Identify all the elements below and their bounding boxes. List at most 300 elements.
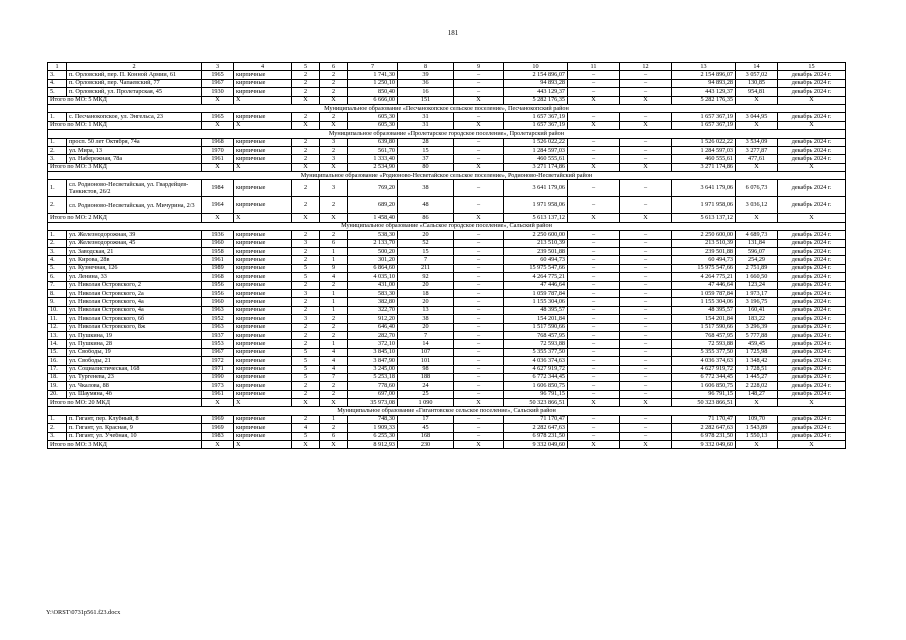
- table-cell: –: [620, 315, 672, 323]
- table-cell: кирпичные: [234, 432, 292, 440]
- table-cell: 9.: [48, 298, 67, 306]
- table-cell: 1968: [202, 273, 234, 281]
- subtotal-cell: 1 090: [398, 399, 454, 407]
- table-cell: декабрь 2024 г.: [778, 273, 846, 281]
- subtotal-cell: 5 282 176,35: [672, 96, 736, 104]
- subtotal-row: [48, 441, 846, 449]
- table-cell: ул. Пушкина, 19: [67, 331, 202, 339]
- subtotal-cell: 1 657 367,19: [504, 121, 568, 129]
- table-cell: 1 741,30: [348, 71, 398, 79]
- table-cell: 1 526 022,22: [672, 138, 736, 146]
- table-cell: 6 978 231,50: [504, 432, 568, 440]
- table-cell: 2: [320, 146, 348, 154]
- table-cell: 1.: [48, 113, 67, 121]
- table-cell: 1967: [202, 79, 234, 87]
- table-cell: кирпичные: [234, 248, 292, 256]
- table-cell: 5 777,88: [736, 331, 778, 339]
- table-cell: –: [568, 382, 620, 390]
- table-cell: декабрь 2024 г.: [778, 248, 846, 256]
- subtotal-cell: X: [568, 441, 620, 449]
- table-cell: кирпичные: [234, 315, 292, 323]
- table-cell: 4 036 374,63: [504, 357, 568, 365]
- table-cell: 94 893,28: [504, 79, 568, 87]
- table-cell: –: [568, 340, 620, 348]
- table-cell: декабрь 2024 г.: [778, 146, 846, 154]
- page-number: 181: [447, 29, 459, 37]
- table-cell: 1983: [202, 432, 234, 440]
- column-number-cell: 10: [504, 63, 568, 71]
- table-cell: –: [568, 264, 620, 272]
- column-number-cell: 13: [672, 63, 736, 71]
- table-cell: 1953: [202, 340, 234, 348]
- table-cell: 1 059 787,84: [504, 289, 568, 297]
- table-cell: 3 036,12: [736, 197, 778, 214]
- table-cell: –: [620, 264, 672, 272]
- table-cell: 3: [320, 138, 348, 146]
- table-cell: 38: [398, 315, 454, 323]
- table-cell: 1969: [202, 415, 234, 423]
- table-cell: декабрь 2024 г.: [778, 239, 846, 247]
- subtotal-cell: 5 613 137,12: [504, 214, 568, 222]
- table-cell: –: [454, 180, 504, 197]
- table-cell: –: [620, 289, 672, 297]
- subtotal-cell: 230: [398, 441, 454, 449]
- table-cell: 3.: [48, 71, 67, 79]
- table-cell: –: [620, 180, 672, 197]
- table-cell: 148,27: [736, 390, 778, 398]
- table-cell: 639,80: [348, 138, 398, 146]
- table-cell: –: [568, 231, 620, 239]
- table-cell: –: [568, 197, 620, 214]
- table-cell: –: [620, 373, 672, 381]
- table-cell: –: [454, 79, 504, 87]
- subtotal-cell: X: [778, 163, 846, 171]
- table-cell: ул. Свободы, 21: [67, 357, 202, 365]
- table-cell: ул. Чкалова, 88: [67, 382, 202, 390]
- subtotal-cell: X: [234, 96, 292, 104]
- municipality-heading: Муниципальное образование «Песчанокопское сельское поселение», Песчанокопский район: [48, 104, 846, 112]
- table-cell: декабрь 2024 г.: [778, 390, 846, 398]
- table-cell: ул. Социалистическая, 168: [67, 365, 202, 373]
- table-cell: 1 284 597,03: [672, 146, 736, 154]
- table-cell: 2.: [48, 146, 67, 154]
- subtotal-cell: X: [320, 96, 348, 104]
- table-cell: 3 044,95: [736, 113, 778, 121]
- table-cell: с. Песчанокопское, ул. Энгельса, 23: [67, 113, 202, 121]
- table-cell: 1 333,40: [348, 155, 398, 163]
- table-cell: кирпичные: [234, 79, 292, 87]
- table-cell: 4.: [48, 256, 67, 264]
- table-cell: –: [454, 71, 504, 79]
- table-cell: 154 201,84: [504, 315, 568, 323]
- table-cell: 14.: [48, 340, 67, 348]
- table-cell: 6 076,73: [736, 180, 778, 197]
- table-cell: 5 253,18: [348, 373, 398, 381]
- table-cell: 15 975 547,66: [672, 264, 736, 272]
- subtotal-cell: X: [568, 399, 620, 407]
- table-cell: –: [454, 373, 504, 381]
- table-cell: ул. Николая Островского, 2а: [67, 289, 202, 297]
- table-cell: 211: [398, 264, 454, 272]
- table-cell: декабрь 2024 г.: [778, 432, 846, 440]
- subtotal-cell: X: [736, 399, 778, 407]
- table-cell: 36: [398, 79, 454, 87]
- table-cell: 3 277,87: [736, 146, 778, 154]
- table-cell: 2: [292, 340, 320, 348]
- table-cell: 213 510,39: [672, 239, 736, 247]
- subtotal-cell: X: [202, 121, 234, 129]
- table-cell: –: [620, 432, 672, 440]
- table-row: [48, 71, 846, 79]
- table-cell: ул. Мира, 13: [67, 146, 202, 154]
- table-cell: декабрь 2024 г.: [778, 289, 846, 297]
- table-cell: 301,20: [348, 256, 398, 264]
- table-cell: –: [620, 348, 672, 356]
- table-cell: кирпичные: [234, 382, 292, 390]
- table-cell: 460 555,61: [672, 155, 736, 163]
- municipality-heading: Муниципальное образование «Гигантовское сельское поселение», Сальский район: [48, 407, 846, 415]
- subtotal-cell: X: [620, 163, 672, 171]
- table-cell: 3 296,39: [736, 323, 778, 331]
- table-cell: кирпичные: [234, 256, 292, 264]
- subtotal-cell: X: [778, 399, 846, 407]
- table-cell: ул. Николая Островского, 4а: [67, 298, 202, 306]
- table-cell: –: [454, 340, 504, 348]
- subtotal-cell: 3 271 174,86: [672, 163, 736, 171]
- subtotal-cell: 3 271 174,86: [504, 163, 568, 171]
- table-cell: 2: [292, 331, 320, 339]
- table-cell: п. Гигант, ул. Учебная, 10: [67, 432, 202, 440]
- table-cell: 1990: [202, 373, 234, 381]
- table-cell: 2 250 600,00: [504, 231, 568, 239]
- column-number-cell: 15: [778, 63, 846, 71]
- table-row: [48, 239, 846, 247]
- table-cell: декабрь 2024 г.: [778, 79, 846, 87]
- subtotal-cell: 6 666,00: [348, 96, 398, 104]
- table-cell: 1 155 304,06: [672, 298, 736, 306]
- subtotal-cell: X: [620, 441, 672, 449]
- table-cell: 646,40: [348, 323, 398, 331]
- table-cell: 561,70: [348, 146, 398, 154]
- table-cell: –: [568, 71, 620, 79]
- table-cell: 4 689,73: [736, 231, 778, 239]
- table-cell: 2: [320, 323, 348, 331]
- table-cell: кирпичные: [234, 146, 292, 154]
- table-row: [48, 365, 846, 373]
- table-cell: 1 606 850,75: [504, 382, 568, 390]
- table-cell: 14: [398, 340, 454, 348]
- table-cell: 96 791,15: [504, 390, 568, 398]
- table-cell: 3 641 179,06: [672, 180, 736, 197]
- table-cell: 5 355 377,50: [504, 348, 568, 356]
- table-cell: 15.: [48, 348, 67, 356]
- subtotal-cell: X: [620, 121, 672, 129]
- table-cell: декабрь 2024 г.: [778, 331, 846, 339]
- table-cell: 109,70: [736, 415, 778, 423]
- table-cell: 71 170,47: [504, 415, 568, 423]
- file-path-footer: Y:\ORST\0731p561.f23.docx: [46, 609, 121, 616]
- table-cell: 3.: [48, 248, 67, 256]
- table-cell: 239 501,88: [672, 248, 736, 256]
- table-cell: ул. Кузнечная, 126: [67, 264, 202, 272]
- table-cell: кирпичные: [234, 155, 292, 163]
- municipality-heading: Муниципальное образование «Пролетарское городское поселение», Пролетарский район: [48, 130, 846, 138]
- table-cell: –: [454, 390, 504, 398]
- table-cell: 17.: [48, 365, 67, 373]
- table-cell: 45: [398, 424, 454, 432]
- table-cell: 13.: [48, 331, 67, 339]
- table-cell: 15 975 547,66: [504, 264, 568, 272]
- table-cell: 431,00: [348, 281, 398, 289]
- table-cell: 2: [292, 155, 320, 163]
- table-cell: 5: [292, 357, 320, 365]
- table-cell: 1930: [202, 88, 234, 96]
- table-cell: 1 971 958,06: [504, 197, 568, 214]
- table-cell: 48 395,57: [672, 306, 736, 314]
- table-cell: –: [454, 256, 504, 264]
- table-cell: п. Гигант, ул. Красная, 9: [67, 424, 202, 432]
- table-row: [48, 281, 846, 289]
- table-cell: 2: [292, 231, 320, 239]
- table-cell: 72 593,88: [504, 340, 568, 348]
- table-cell: 1989: [202, 264, 234, 272]
- table-cell: декабрь 2024 г.: [778, 298, 846, 306]
- table-cell: –: [454, 348, 504, 356]
- table-cell: п. Орловский, пер. Чапаевский, 77: [67, 79, 202, 87]
- table-cell: 1 526 022,22: [504, 138, 568, 146]
- table-cell: –: [620, 113, 672, 121]
- subtotal-cell: X: [234, 163, 292, 171]
- table-cell: 2: [320, 281, 348, 289]
- table-cell: ул. Ленина, 33: [67, 273, 202, 281]
- table-cell: 6.: [48, 273, 67, 281]
- table-cell: ул. Свободы, 19: [67, 348, 202, 356]
- table-cell: 4: [320, 365, 348, 373]
- table-cell: 25: [398, 390, 454, 398]
- table-cell: 1.: [48, 231, 67, 239]
- table-cell: декабрь 2024 г.: [778, 382, 846, 390]
- subtotal-cell: X: [454, 121, 504, 129]
- subtotal-cell: X: [568, 96, 620, 104]
- subtotal-cell: X: [320, 163, 348, 171]
- table-cell: 1961: [202, 256, 234, 264]
- table-cell: 2: [292, 306, 320, 314]
- table-cell: 1937: [202, 331, 234, 339]
- table-cell: 48 395,57: [504, 306, 568, 314]
- table-cell: 24: [398, 382, 454, 390]
- table-cell: сл. Родионово-Несветайская, ул. Мичурина, 2/3: [67, 197, 202, 214]
- table-cell: 1961: [202, 155, 234, 163]
- table-cell: ул. Николая Островского, 4а: [67, 306, 202, 314]
- table-cell: 188: [398, 373, 454, 381]
- table-cell: 2: [292, 323, 320, 331]
- table-cell: декабрь 2024 г.: [778, 306, 846, 314]
- table-cell: –: [568, 424, 620, 432]
- table-cell: 2: [320, 79, 348, 87]
- table-cell: 2: [292, 113, 320, 121]
- table-cell: кирпичные: [234, 88, 292, 96]
- table-cell: –: [568, 88, 620, 96]
- table-cell: 1984: [202, 180, 234, 197]
- table-cell: декабрь 2024 г.: [778, 155, 846, 163]
- table-cell: декабрь 2024 г.: [778, 197, 846, 214]
- table-row: [48, 298, 846, 306]
- table-cell: –: [454, 264, 504, 272]
- subtotal-row: [48, 121, 846, 129]
- table-cell: кирпичные: [234, 340, 292, 348]
- table-cell: –: [568, 239, 620, 247]
- table-cell: 6: [320, 432, 348, 440]
- table-cell: –: [454, 323, 504, 331]
- table-cell: –: [454, 382, 504, 390]
- column-number-cell: 3: [202, 63, 234, 71]
- table-cell: –: [620, 323, 672, 331]
- column-number-cell: 6: [320, 63, 348, 71]
- municipality-heading-row: [48, 407, 846, 415]
- table-cell: 16.: [48, 357, 67, 365]
- table-cell: 1: [320, 415, 348, 423]
- subtotal-cell: X: [778, 121, 846, 129]
- table-row: [48, 264, 846, 272]
- table-cell: 5: [292, 264, 320, 272]
- subtotal-cell: 1 657 367,19: [672, 121, 736, 129]
- column-number-cell: 11: [568, 63, 620, 71]
- table-cell: п. Орловский, пер. П. Конной Армии, 61: [67, 71, 202, 79]
- table-cell: 605,30: [348, 113, 398, 121]
- table-cell: декабрь 2024 г.: [778, 256, 846, 264]
- table-cell: 1963: [202, 323, 234, 331]
- table-cell: 60 494,73: [504, 256, 568, 264]
- table-cell: 2: [292, 248, 320, 256]
- table-cell: –: [620, 365, 672, 373]
- column-number-cell: 4: [234, 63, 292, 71]
- subtotal-cell: 605,30: [348, 121, 398, 129]
- table-cell: 3: [292, 289, 320, 297]
- subtotal-cell: X: [778, 214, 846, 222]
- table-cell: 2: [320, 424, 348, 432]
- subtotal-cell: X: [620, 399, 672, 407]
- subtotal-label: Итого по МО: 5 МКД: [48, 96, 202, 104]
- table-cell: 4: [320, 357, 348, 365]
- table-cell: кирпичные: [234, 273, 292, 281]
- table-cell: п. Гигант, пер. Клубный, 8: [67, 415, 202, 423]
- subtotal-cell: X: [292, 96, 320, 104]
- table-cell: 2: [292, 298, 320, 306]
- table-cell: кирпичные: [234, 348, 292, 356]
- table-cell: –: [454, 357, 504, 365]
- table-cell: 2: [292, 138, 320, 146]
- table-cell: 28: [398, 138, 454, 146]
- table-cell: кирпичные: [234, 289, 292, 297]
- table-cell: 2: [292, 415, 320, 423]
- table-cell: кирпичные: [234, 373, 292, 381]
- table-cell: декабрь 2024 г.: [778, 71, 846, 79]
- table-cell: –: [620, 298, 672, 306]
- table-cell: –: [568, 113, 620, 121]
- table-row: [48, 155, 846, 163]
- table-cell: 17: [398, 415, 454, 423]
- subtotal-cell: X: [202, 96, 234, 104]
- table-cell: 19.: [48, 382, 67, 390]
- table-cell: –: [454, 432, 504, 440]
- table-cell: –: [454, 231, 504, 239]
- subtotal-row: [48, 399, 846, 407]
- table-cell: декабрь 2024 г.: [778, 180, 846, 197]
- table-row: [48, 248, 846, 256]
- table-cell: кирпичные: [234, 365, 292, 373]
- table-cell: 2: [320, 315, 348, 323]
- subtotal-cell: 9 332 049,60: [672, 441, 736, 449]
- table-cell: 160,41: [736, 306, 778, 314]
- table-cell: 60 494,73: [672, 256, 736, 264]
- table-cell: 10.: [48, 306, 67, 314]
- subtotal-label: Итого по МО: 20 МКД: [48, 399, 202, 407]
- subtotal-cell: X: [454, 96, 504, 104]
- table-cell: 5: [292, 432, 320, 440]
- table-cell: 778,60: [348, 382, 398, 390]
- table-cell: ул. Николая Островского, 6б: [67, 315, 202, 323]
- table-cell: 1 284 597,03: [504, 146, 568, 154]
- table-row: [48, 382, 846, 390]
- column-number-cell: 14: [736, 63, 778, 71]
- subtotal-cell: X: [620, 96, 672, 104]
- table-cell: кирпичные: [234, 390, 292, 398]
- subtotal-label: Итого по МО: 3 МКД: [48, 163, 202, 171]
- table-cell: ул. Набережная, 78а: [67, 155, 202, 163]
- table-cell: 1 250,10: [348, 79, 398, 87]
- table-cell: –: [568, 289, 620, 297]
- table-cell: 2 154 896,07: [672, 71, 736, 79]
- table-cell: 2: [292, 390, 320, 398]
- table-row: [48, 289, 846, 297]
- table-cell: 3 847,90: [348, 357, 398, 365]
- table-row: [48, 197, 846, 214]
- municipality-heading-row: [48, 104, 846, 112]
- table-cell: декабрь 2024 г.: [778, 373, 846, 381]
- table-cell: 20: [398, 323, 454, 331]
- table-row: [48, 146, 846, 154]
- table-cell: –: [454, 415, 504, 423]
- table-cell: 7: [398, 331, 454, 339]
- table-cell: –: [620, 306, 672, 314]
- subtotal-cell: X: [234, 121, 292, 129]
- table-cell: –: [620, 256, 672, 264]
- table-cell: 2 154 896,07: [504, 71, 568, 79]
- table-row: [48, 231, 846, 239]
- subtotal-cell: X: [292, 214, 320, 222]
- table-cell: 4.: [48, 79, 67, 87]
- table-cell: 2: [320, 331, 348, 339]
- table-cell: 18.: [48, 373, 67, 381]
- table-cell: кирпичные: [234, 331, 292, 339]
- table-cell: 1.: [48, 138, 67, 146]
- subtotal-row: [48, 96, 846, 104]
- table-cell: декабрь 2024 г.: [778, 138, 846, 146]
- subtotal-cell: X: [202, 399, 234, 407]
- table-cell: декабрь 2024 г.: [778, 340, 846, 348]
- table-cell: 38: [398, 180, 454, 197]
- table-row: [48, 113, 846, 121]
- table-cell: 3.: [48, 432, 67, 440]
- subtotal-cell: 50 323 866,51: [672, 399, 736, 407]
- column-number-cell: 1: [48, 63, 67, 71]
- table-cell: кирпичные: [234, 323, 292, 331]
- subtotal-cell: X: [292, 399, 320, 407]
- table-cell: 2: [292, 281, 320, 289]
- column-number-cell: 2: [67, 63, 202, 71]
- table-cell: 15: [398, 248, 454, 256]
- table-cell: 1 543,89: [736, 424, 778, 432]
